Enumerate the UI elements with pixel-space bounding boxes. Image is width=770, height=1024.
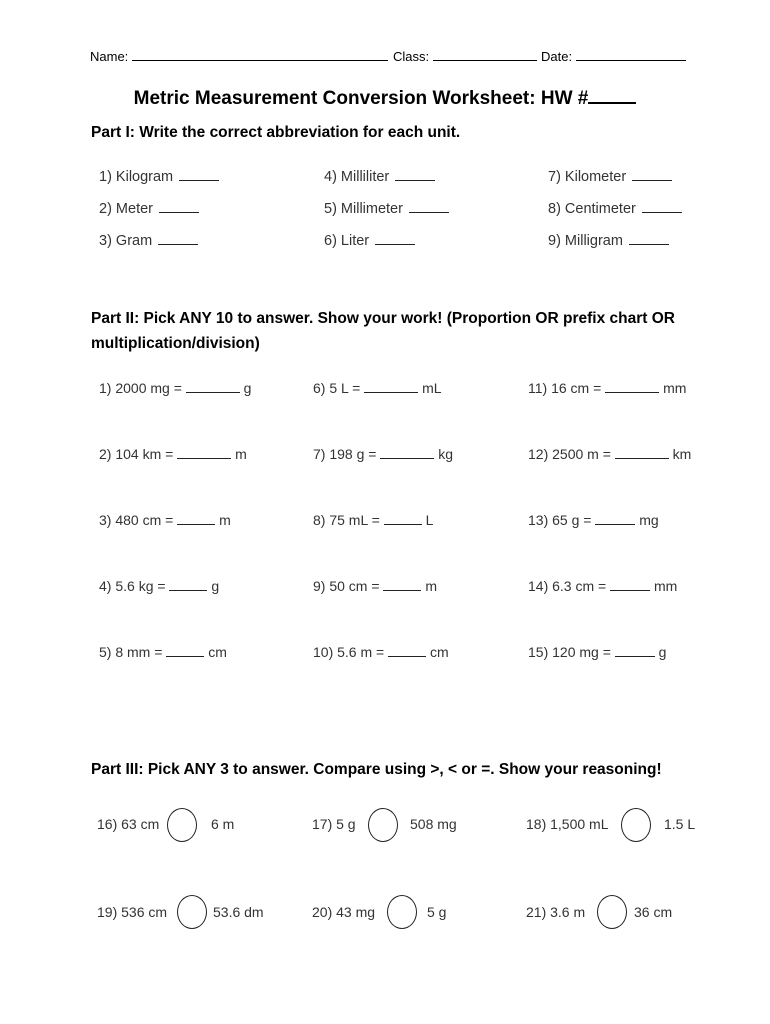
part1-item: 4) Milliliter [324,167,435,185]
part1-item: 6) Liter [324,231,415,249]
part1-item: 3) Gram [99,231,198,249]
answer-blank[interactable] [179,167,219,181]
compare-circle[interactable] [177,895,207,929]
page-title [0,84,770,110]
answer-blank[interactable] [177,445,231,459]
part1-item: 2) Meter [99,199,199,217]
answer-blank[interactable] [383,577,421,591]
name-label: Name: [90,49,129,64]
part1-item: 7) Kilometer [548,167,672,185]
compare-right: 36 cm [634,904,673,920]
part2-item: 14) 6.3 cm = mm [528,578,678,594]
part2-heading-line2: multiplication/division) [91,335,260,352]
answer-blank[interactable] [364,379,418,393]
compare-left: 18) 1,500 mL [526,816,609,832]
answer-blank[interactable] [409,199,449,213]
name-field[interactable] [90,48,388,64]
compare-circle[interactable] [387,895,417,929]
compare-circle[interactable] [621,808,651,842]
compare-circle[interactable] [167,808,197,842]
compare-circle[interactable] [597,895,627,929]
answer-blank[interactable] [375,231,415,245]
compare-left: 17) 5 g [312,816,356,832]
answer-blank[interactable] [615,445,669,459]
compare-right: 1.5 L [664,816,696,832]
answer-blank[interactable] [380,445,434,459]
date-blank[interactable] [576,48,686,61]
class-label: Class: [393,49,430,64]
answer-blank[interactable] [166,643,204,657]
part2-item: 12) 2500 m = km [528,446,692,462]
part2-item: 5) 8 mm = cm [99,644,227,660]
compare-right: 508 mg [410,816,457,832]
part2-item: 1) 2000 mg = g [99,380,252,396]
answer-blank[interactable] [610,577,650,591]
part1-item: 8) Centimeter [548,199,682,217]
part2-item: 2) 104 km = m [99,446,247,462]
answer-blank[interactable] [595,511,635,525]
answer-blank[interactable] [632,167,672,181]
part2-item: 6) 5 L = mL [313,380,442,396]
compare-left: 21) 3.6 m [526,904,586,920]
date-field[interactable] [541,48,686,64]
part2-item: 8) 75 mL = L [313,512,434,528]
page-title-text: Metric Measurement Conversion Worksheet: HW # [133,88,589,109]
compare-left: 20) 43 mg [312,904,376,920]
answer-blank[interactable] [169,577,207,591]
part1-heading: Part I: Write the correct abbreviation for each unit. [91,124,461,141]
answer-blank[interactable] [615,643,655,657]
compare-right: 53.6 dm [213,904,264,920]
answer-blank[interactable] [384,511,422,525]
part2-item: 11) 16 cm = mm [528,380,687,396]
part2-heading-line1: Part II: Pick ANY 10 to answer. Show your work! (Proportion OR prefix chart OR [91,310,675,327]
part2-item: 9) 50 cm = m [313,578,437,594]
class-field[interactable] [393,48,537,64]
answer-blank[interactable] [629,231,669,245]
part2-item: 13) 65 g = mg [528,512,659,528]
hw-number-blank[interactable] [588,84,636,104]
answer-blank[interactable] [395,167,435,181]
part2-item: 3) 480 cm = m [99,512,231,528]
part3-heading: Part III: Pick ANY 3 to answer. Compare using >, < or =. Show your reasoning! [91,761,662,778]
compare-right: 5 g [427,904,447,920]
class-blank[interactable] [433,48,537,61]
part2-item: 7) 198 g = kg [313,446,454,462]
part1-item: 5) Millimeter [324,199,449,217]
part2-item: 4) 5.6 kg = g [99,578,220,594]
answer-blank[interactable] [186,379,240,393]
part1-item: 1) Kilogram [99,167,219,185]
compare-circle[interactable] [368,808,398,842]
answer-blank[interactable] [388,643,426,657]
compare-right: 6 m [211,816,235,832]
answer-blank[interactable] [158,231,198,245]
answer-blank[interactable] [605,379,659,393]
compare-left: 16) 63 cm [97,816,160,832]
name-blank[interactable] [132,48,388,61]
answer-blank[interactable] [177,511,215,525]
compare-left: 19) 536 cm [97,904,168,920]
answer-blank[interactable] [642,199,682,213]
date-label: Date: [541,49,573,64]
part2-item: 15) 120 mg = g [528,644,667,660]
answer-blank[interactable] [159,199,199,213]
part1-item: 9) Milligram [548,231,669,249]
part2-item: 10) 5.6 m = cm [313,644,449,660]
